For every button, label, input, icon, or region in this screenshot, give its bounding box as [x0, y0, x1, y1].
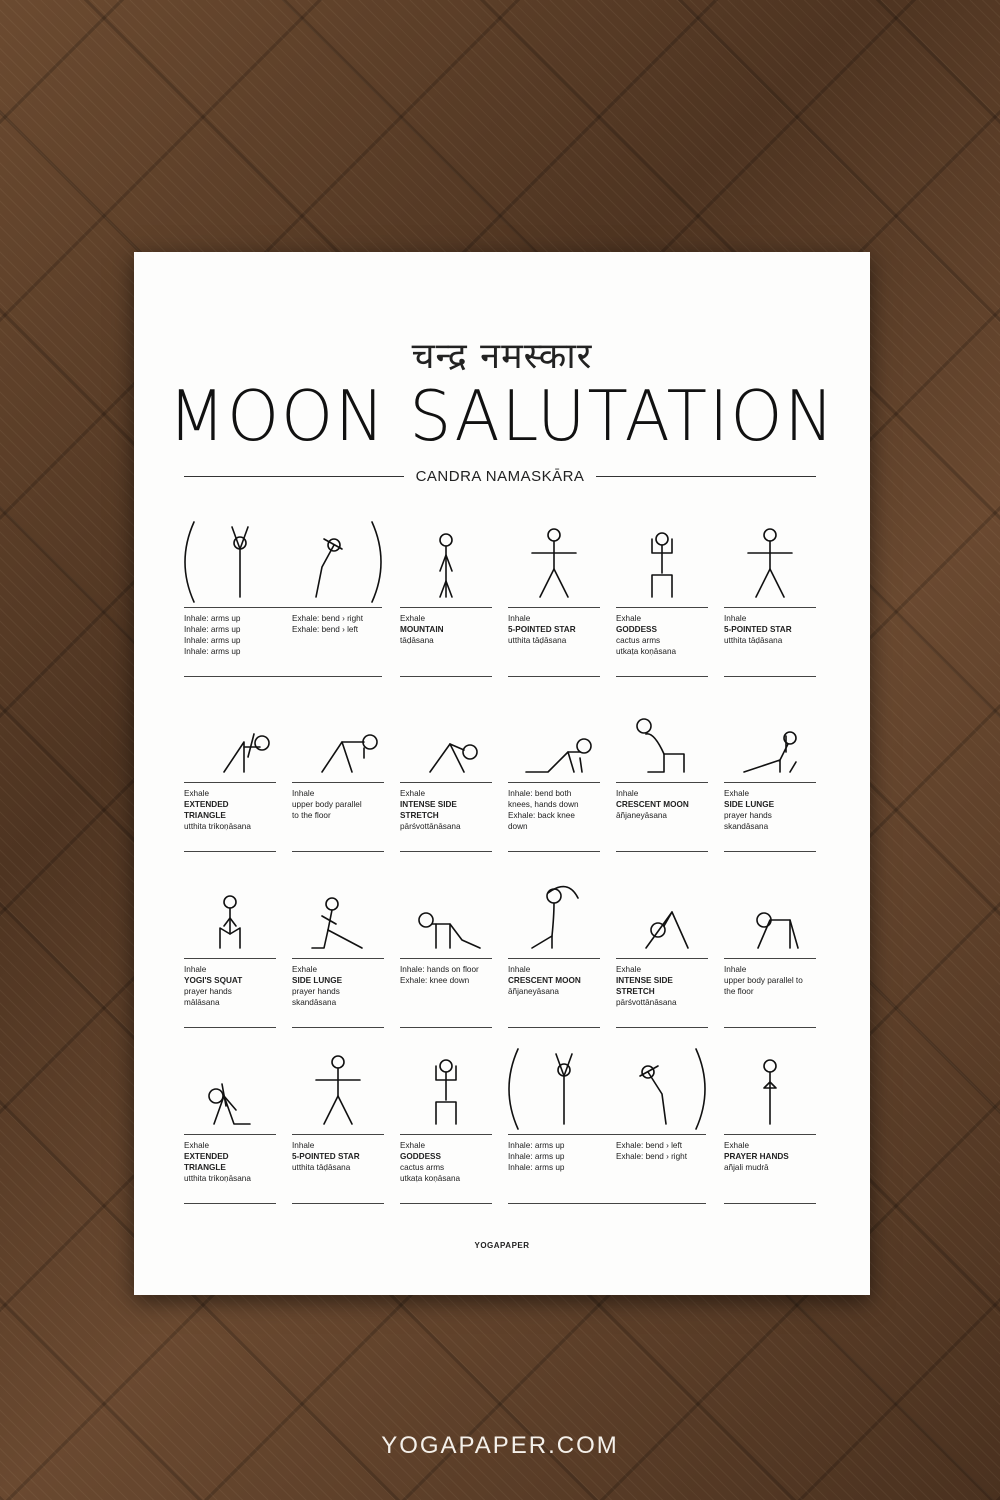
caption-line: STRETCH: [400, 811, 439, 820]
caption-line: āñjaneyāsana: [508, 987, 559, 996]
caption-line: Exhale: [400, 614, 426, 623]
pose-caption: [616, 782, 708, 852]
pose-caption: [400, 958, 492, 1028]
caption-line: 5-POINTED STAR: [724, 625, 792, 634]
caption-line: Exhale: [724, 1141, 750, 1150]
pose-figure-icon: [508, 868, 600, 953]
pose-caption: [724, 782, 816, 852]
caption-line: Exhale: [400, 1141, 426, 1150]
caption-line: Exhale: bend › right: [616, 1152, 688, 1161]
caption-line: STRETCH: [616, 987, 655, 996]
pose-caption: [400, 607, 492, 677]
caption-line: SIDE LUNGE: [724, 800, 775, 809]
pose-card: [508, 517, 600, 685]
caption-line: Inhale: arms up: [184, 636, 241, 645]
pose-card: [292, 868, 384, 1036]
pose-caption: [184, 958, 276, 1028]
caption-line: utthita tāḍāsana: [508, 636, 567, 645]
caption-line: skandāsana: [724, 822, 769, 831]
caption-line: utthita trikoṇāsana: [184, 1174, 251, 1183]
pose-caption: [616, 958, 708, 1028]
caption-line: knees, hands down: [508, 800, 579, 809]
caption-line: GODDESS: [616, 625, 657, 634]
pose-card: [616, 517, 708, 685]
pose-card: [724, 868, 816, 1036]
caption-line: Exhale: [184, 789, 210, 798]
pose-card: [292, 692, 384, 860]
pose-caption: [724, 1134, 816, 1204]
caption-line: prayer hands: [184, 987, 232, 996]
caption-line: GODDESS: [400, 1152, 441, 1161]
caption-line: utthita trikoṇāsana: [184, 822, 251, 831]
pose-figure-icon: [724, 517, 816, 602]
caption-line: Inhale: arms up: [508, 1163, 565, 1172]
caption-line: upper body parallel: [292, 800, 362, 809]
caption-line: Inhale: [616, 789, 639, 798]
pose-figure-icon: [292, 1044, 384, 1129]
pose-card: [724, 692, 816, 860]
pose-caption: [400, 782, 492, 852]
caption-line: Inhale: hands on floor: [400, 965, 479, 974]
site-url: YOGAPAPER.COM: [381, 1432, 619, 1459]
pose-caption: [508, 958, 600, 1028]
poster-subtitle: CANDRA NAMASKĀRA: [415, 467, 585, 485]
divider-right: [596, 476, 816, 477]
pose-figure-icon: [724, 868, 816, 953]
pose-figure-icon: [508, 1044, 706, 1129]
caption-line: Exhale: bend › left: [292, 625, 358, 634]
caption-line: Exhale: [616, 965, 642, 974]
sanskrit-title: चन्द्र नमस्कार: [411, 336, 593, 377]
pose-caption: [508, 782, 600, 852]
caption-line: the floor: [724, 987, 754, 996]
pose-caption: [292, 958, 384, 1028]
pose-figure-icon: [292, 692, 384, 777]
caption-line: prayer hands: [724, 811, 772, 820]
caption-line: Exhale: [616, 614, 642, 623]
pose-card: [508, 868, 600, 1036]
pose-caption: [184, 782, 276, 852]
caption-line: āñjaneyāsana: [616, 811, 667, 820]
pose-card: [508, 692, 600, 860]
poster-title: MOON SALUTATION: [168, 376, 836, 457]
caption-line: upper body parallel to: [724, 976, 803, 985]
caption-line: CRESCENT MOON: [508, 976, 581, 985]
pose-caption: [508, 1134, 706, 1204]
pose-figure-icon: [400, 517, 492, 602]
caption-line: Inhale: [724, 614, 747, 623]
caption-line: Inhale: [724, 965, 747, 974]
pose-figure-icon: [184, 1044, 276, 1129]
divider-left: [184, 476, 404, 477]
pose-card: [292, 1044, 384, 1212]
caption-line: utkaṭa koṇāsana: [400, 1174, 461, 1183]
pose-card: [184, 868, 276, 1036]
pose-figure-icon: [184, 868, 276, 953]
caption-line: 5-POINTED STAR: [508, 625, 576, 634]
caption-line: Inhale: [184, 965, 207, 974]
pose-card: [616, 868, 708, 1036]
pose-figure-icon: [184, 517, 382, 602]
poster-footer: YOGAPAPER: [474, 1241, 530, 1250]
pose-figure-icon: [400, 868, 492, 953]
pose-figure-icon: [616, 517, 708, 602]
caption-line: Exhale: knee down: [400, 976, 470, 985]
caption-line: tāḍāsana: [400, 636, 434, 645]
caption-line: MOUNTAIN: [400, 625, 444, 634]
caption-line: Exhale: [184, 1141, 210, 1150]
pose-card: [724, 1044, 816, 1212]
caption-line: Inhale: arms up: [184, 625, 241, 634]
caption-line: Inhale: bend both: [508, 789, 572, 798]
caption-line: CRESCENT MOON: [616, 800, 689, 809]
caption-line: INTENSE SIDE: [616, 976, 673, 985]
caption-line: TRIANGLE: [184, 811, 226, 820]
pose-caption: [184, 1134, 276, 1204]
caption-line: utkaṭa koṇāsana: [616, 647, 677, 656]
pose-card: [184, 517, 382, 685]
caption-line: utthita tāḍāsana: [724, 636, 783, 645]
caption-line: Exhale: [400, 789, 426, 798]
pose-card: [616, 692, 708, 860]
pose-caption: [616, 607, 708, 677]
caption-line: Exhale: [292, 965, 318, 974]
pose-card: [508, 1044, 706, 1212]
pose-figure-icon: [184, 692, 276, 777]
pose-card: [400, 692, 492, 860]
caption-line: skandāsana: [292, 998, 337, 1007]
caption-line: Inhale: arms up: [508, 1152, 565, 1161]
pose-caption: [724, 607, 816, 677]
pose-card: [184, 1044, 276, 1212]
caption-line: Exhale: [724, 789, 750, 798]
caption-line: añjali mudrā: [724, 1163, 769, 1172]
caption-line: EXTENDED: [184, 1152, 229, 1161]
caption-line: Exhale: back knee: [508, 811, 575, 820]
caption-line: to the floor: [292, 811, 331, 820]
pose-caption: [508, 607, 600, 677]
caption-line: Inhale: [292, 789, 315, 798]
pose-figure-icon: [616, 868, 708, 953]
caption-line: INTENSE SIDE: [400, 800, 457, 809]
caption-line: Inhale: arms up: [184, 614, 241, 623]
pose-figure-icon: [508, 517, 600, 602]
caption-line: Exhale: bend › right: [292, 614, 364, 623]
pose-caption: [292, 1134, 384, 1204]
caption-line: cactus arms: [616, 636, 661, 645]
caption-line: TRIANGLE: [184, 1163, 226, 1172]
caption-line: prayer hands: [292, 987, 340, 996]
caption-line: Inhale: arms up: [184, 647, 241, 656]
caption-line: Inhale: arms up: [508, 1141, 565, 1150]
caption-line: PRAYER HANDS: [724, 1152, 789, 1161]
poster: [134, 252, 870, 1295]
caption-line: Inhale: [508, 614, 531, 623]
pose-figure-icon: [724, 1044, 816, 1129]
caption-line: pārśvottānāsana: [616, 998, 677, 1007]
pose-figure-icon: [616, 692, 708, 777]
pose-figure-icon: [292, 868, 384, 953]
pose-card: [400, 517, 492, 685]
pose-caption: [400, 1134, 492, 1204]
caption-line: Inhale: [508, 965, 531, 974]
caption-line: SIDE LUNGE: [292, 976, 343, 985]
caption-line: pārśvottānāsana: [400, 822, 461, 831]
pose-figure-icon: [724, 692, 816, 777]
pose-card: [724, 517, 816, 685]
pose-card: [184, 692, 276, 860]
subtitle-row: [184, 465, 816, 487]
pose-figure-icon: [400, 1044, 492, 1129]
caption-line: YOGI'S SQUAT: [184, 976, 243, 985]
caption-line: utthita tāḍāsana: [292, 1163, 351, 1172]
pose-caption: [184, 607, 382, 677]
pose-card: [400, 868, 492, 1036]
pose-card: [400, 1044, 492, 1212]
caption-line: cactus arms: [400, 1163, 445, 1172]
pose-caption: [724, 958, 816, 1028]
caption-line: EXTENDED: [184, 800, 229, 809]
caption-line: Inhale: [292, 1141, 315, 1150]
caption-line: mālāsana: [184, 998, 220, 1007]
pose-figure-icon: [508, 692, 600, 777]
pose-figure-icon: [400, 692, 492, 777]
caption-line: Exhale: bend › left: [616, 1141, 682, 1150]
pose-caption: [292, 782, 384, 852]
caption-line: down: [508, 822, 528, 831]
caption-line: 5-POINTED STAR: [292, 1152, 360, 1161]
